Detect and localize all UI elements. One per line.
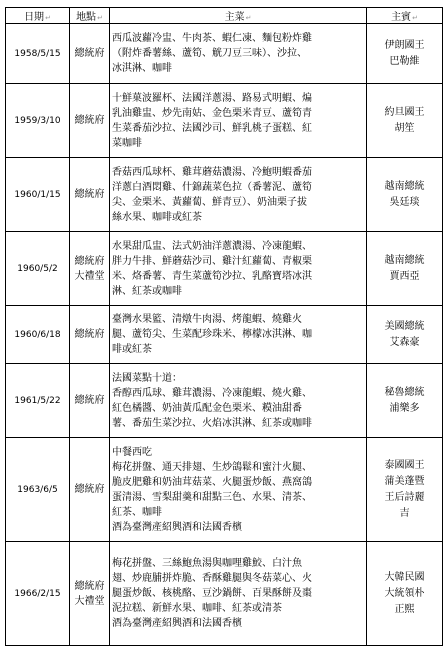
main-dish-cell bbox=[110, 232, 367, 306]
guest-cell bbox=[367, 232, 443, 306]
table-row bbox=[6, 84, 443, 158]
main-dish-cell bbox=[110, 364, 367, 438]
guest-cell bbox=[367, 542, 443, 646]
date-cell bbox=[6, 306, 70, 364]
main-dish-line: 梅花拼盤、三絲鮑魚湯與咖哩雞鮫、白汁魚 bbox=[112, 558, 302, 569]
main-dish-line: 腿、蘆筍尖、生菜配珍珠米、檸檬冰淇淋、咖 bbox=[112, 329, 312, 340]
main-dish-line: 紅茶、咖啡 bbox=[112, 506, 162, 518]
main-dish-line: 西瓜波蘿冷盅、牛肉茶、蝦仁凍、麵包粉炸雞 bbox=[112, 33, 312, 44]
venue-cell bbox=[70, 306, 110, 364]
main-dish-line: 薯、番茄生菜沙拉、火焰冰淇淋、紅茶或咖啡 bbox=[112, 417, 312, 429]
date-text: 1961/5/22 bbox=[14, 395, 61, 406]
main-dish-line: 十鮮菓波羅杯、法國洋蔥湯、路易式明蝦、煸 bbox=[112, 92, 312, 104]
table-row bbox=[6, 438, 443, 542]
date-text: 1960/1/15 bbox=[14, 189, 61, 200]
date-cell bbox=[6, 364, 70, 438]
guest-name-line: 蒲美蓬暨 bbox=[384, 475, 425, 487]
main-dish-line: 冰淇淋、咖啡 bbox=[112, 63, 172, 74]
table-body bbox=[6, 24, 443, 646]
header-main-label: 主菜 bbox=[224, 12, 245, 23]
main-dish-line: 脆皮肥雞和奶油茸菇菜、火腿蛋炒飯、燕窩鴿 bbox=[112, 476, 312, 488]
date-cell bbox=[6, 158, 70, 232]
guest-name-line: 泰國國王 bbox=[384, 459, 425, 471]
main-dish-cell bbox=[110, 84, 367, 158]
venue-line: 總統府 bbox=[74, 329, 105, 340]
date-cell bbox=[6, 438, 70, 542]
date-text: 1959/3/10 bbox=[14, 115, 61, 126]
guest-name-line: 吳廷琰 bbox=[389, 196, 420, 208]
main-dish-line: 絲水果、咖啡或紅茶 bbox=[112, 211, 202, 223]
main-dish-line: 紅色橘醬、奶油黃瓜配金色栗米、糢油甜番 bbox=[112, 402, 302, 414]
main-dish-line: 水果甜瓜盅、法式奶油洋蔥濃湯、冷凍龍蝦、 bbox=[112, 240, 312, 252]
state-banquet-menu-table bbox=[5, 7, 443, 646]
venue-line: 總統府 bbox=[74, 580, 105, 592]
table-row bbox=[6, 306, 443, 364]
venue-cell bbox=[70, 542, 110, 646]
header-venue-label: 地點 bbox=[76, 12, 97, 23]
header-guest bbox=[367, 8, 443, 24]
main-dish-line: 米、烙番薯、青生菜蘆筍沙拉、乳酪寶塔冰淇 bbox=[112, 270, 312, 282]
main-dish-line: 香醇西瓜球、雞茸濃湯、冷凍龍蝦、燒火雞、 bbox=[112, 387, 312, 399]
venue-cell bbox=[70, 24, 110, 84]
date-text: 1963/6/5 bbox=[17, 484, 58, 495]
cell-end-mark: ↵ bbox=[97, 14, 103, 22]
guest-name-line: 越南總統 bbox=[384, 180, 425, 192]
guest-name-line: 正熙 bbox=[394, 603, 415, 615]
guest-name-line: 賈西亞 bbox=[389, 270, 420, 282]
table-row bbox=[6, 158, 443, 232]
table-row bbox=[6, 364, 443, 438]
guest-name-line: 伊朗國王 bbox=[384, 39, 425, 51]
date-cell bbox=[6, 232, 70, 306]
date-text: 1966/2/15 bbox=[14, 588, 61, 599]
main-dish-line: 洋蔥白酒悶雞、什錦蔬菜色拉（番薯泥、蘆筍 bbox=[112, 181, 312, 193]
guest-name-line: 約旦國王 bbox=[384, 106, 425, 118]
main-dish-cell bbox=[110, 24, 367, 84]
date-text: 1960/6/18 bbox=[14, 329, 61, 340]
venue-line: 總統府 bbox=[74, 115, 105, 126]
venue-line: 總統府 bbox=[74, 255, 105, 267]
venue-line: 總統府 bbox=[74, 189, 105, 200]
date-text: 1960/5/2 bbox=[17, 263, 58, 274]
guest-cell bbox=[367, 438, 443, 542]
guest-name-line: 巴勒維 bbox=[389, 55, 420, 67]
guest-cell bbox=[367, 306, 443, 364]
main-dish-line: 生菜番茄沙拉、法國沙司、鮮乳桃子蛋糕、紅 bbox=[112, 122, 312, 134]
header-date-label: 日期 bbox=[24, 12, 45, 23]
main-dish-cell bbox=[110, 542, 367, 646]
cell-end-mark: ↵ bbox=[245, 14, 252, 22]
guest-name-line: 艾森豪 bbox=[389, 336, 420, 348]
guest-cell bbox=[367, 158, 443, 232]
cell-end-mark: ↵ bbox=[412, 14, 418, 22]
main-dish-cell bbox=[110, 306, 367, 364]
venue-line: 大禮堂 bbox=[74, 270, 105, 282]
date-text: 1958/5/15 bbox=[14, 48, 61, 59]
main-dish-line: 菜咖啡 bbox=[112, 137, 142, 149]
table-row bbox=[6, 232, 443, 306]
venue-line: 總統府 bbox=[74, 48, 105, 59]
guest-name-line: 秘魯總統 bbox=[384, 386, 425, 398]
main-dish-line: 翅、炒鹿脯拼炸脆、香酥雞腿與冬菇菜心、火 bbox=[112, 573, 312, 584]
header-guest-label: 主賓 bbox=[391, 12, 412, 23]
guest-name-line: 吉 bbox=[399, 507, 410, 519]
table-row bbox=[6, 542, 443, 646]
date-cell bbox=[6, 84, 70, 158]
venue-line: 大禮堂 bbox=[74, 595, 105, 607]
main-dish-line: 法國菜點十道： bbox=[112, 372, 182, 384]
main-dish-line: 酒為臺灣產紹興酒和法國香檳 bbox=[112, 521, 242, 533]
venue-cell bbox=[70, 232, 110, 306]
guest-name-line: 王后詩麗 bbox=[384, 491, 425, 503]
venue-cell bbox=[70, 438, 110, 542]
main-dish-cell bbox=[110, 158, 367, 232]
main-dish-line: 啡或紅茶 bbox=[112, 344, 152, 355]
venue-line: 總統府 bbox=[74, 484, 105, 495]
main-dish-line: 臺灣水果籃、清燉牛肉湯、烤龍蝦、燒雞火 bbox=[112, 314, 302, 325]
main-dish-line: 中餐西吃 bbox=[112, 446, 152, 458]
venue-cell bbox=[70, 84, 110, 158]
header-date bbox=[6, 8, 70, 24]
guest-name-line: 大韓民國 bbox=[384, 571, 425, 583]
main-dish-line: 酒為臺灣產紹興酒和法國香檳 bbox=[112, 618, 242, 629]
main-dish-line: 胖力牛排、鮮蘑菇沙司、雞汁紅蘿蔔、青椒栗 bbox=[112, 255, 312, 267]
main-dish-line: 淋、紅茶或咖啡 bbox=[112, 285, 182, 297]
guest-cell bbox=[367, 24, 443, 84]
header-row bbox=[6, 8, 443, 24]
main-dish-line: 泥拉糕、新鮮水果、咖啡、紅茶或清茶 bbox=[112, 603, 282, 614]
table-row bbox=[6, 24, 443, 84]
main-dish-cell bbox=[110, 438, 367, 542]
main-dish-line: 尖、金栗米、黃蘿蔔、鮮青豆）、奶油栗子拔 bbox=[112, 196, 307, 208]
guest-name-line: 浦樂多 bbox=[389, 402, 420, 414]
main-dish-line: 腿蛋炒飯、核桃酪、豆沙鍋餅、百果酥餅及棗 bbox=[112, 588, 312, 599]
cell-end-mark: ↵ bbox=[45, 14, 51, 22]
venue-cell bbox=[70, 364, 110, 438]
main-dish-line: 香菇西瓜球杯、雞茸蘑菇濃湯、冷鮑明蝦番茄 bbox=[112, 166, 312, 178]
date-cell bbox=[6, 24, 70, 84]
guest-name-line: 越南總統 bbox=[384, 254, 425, 266]
date-cell bbox=[6, 542, 70, 646]
main-dish-line: 梅花拼盤、通天排翅、生炒鴿鬆和蜜汁火腿、 bbox=[112, 461, 312, 473]
venue-cell bbox=[70, 158, 110, 232]
header-venue bbox=[70, 8, 110, 24]
main-dish-line: 蛋清湯、雪梨甜羹和甜點三色、水果、清茶、 bbox=[112, 491, 312, 503]
guest-name-line: 胡笙 bbox=[394, 122, 415, 134]
guest-name-line: 大統領朴 bbox=[384, 587, 425, 599]
guest-cell bbox=[367, 84, 443, 158]
header-main bbox=[110, 8, 367, 24]
main-dish-line: （附炸番薯絲、蘆筍、觥刀豆三味）、沙拉、 bbox=[112, 48, 307, 59]
guest-name-line: 美國總統 bbox=[384, 320, 425, 332]
guest-cell bbox=[367, 364, 443, 438]
venue-line: 總統府 bbox=[74, 395, 105, 406]
main-dish-line: 乳油雞盅、炒先南姑、金色栗米青豆、蘆筍青 bbox=[112, 107, 312, 119]
